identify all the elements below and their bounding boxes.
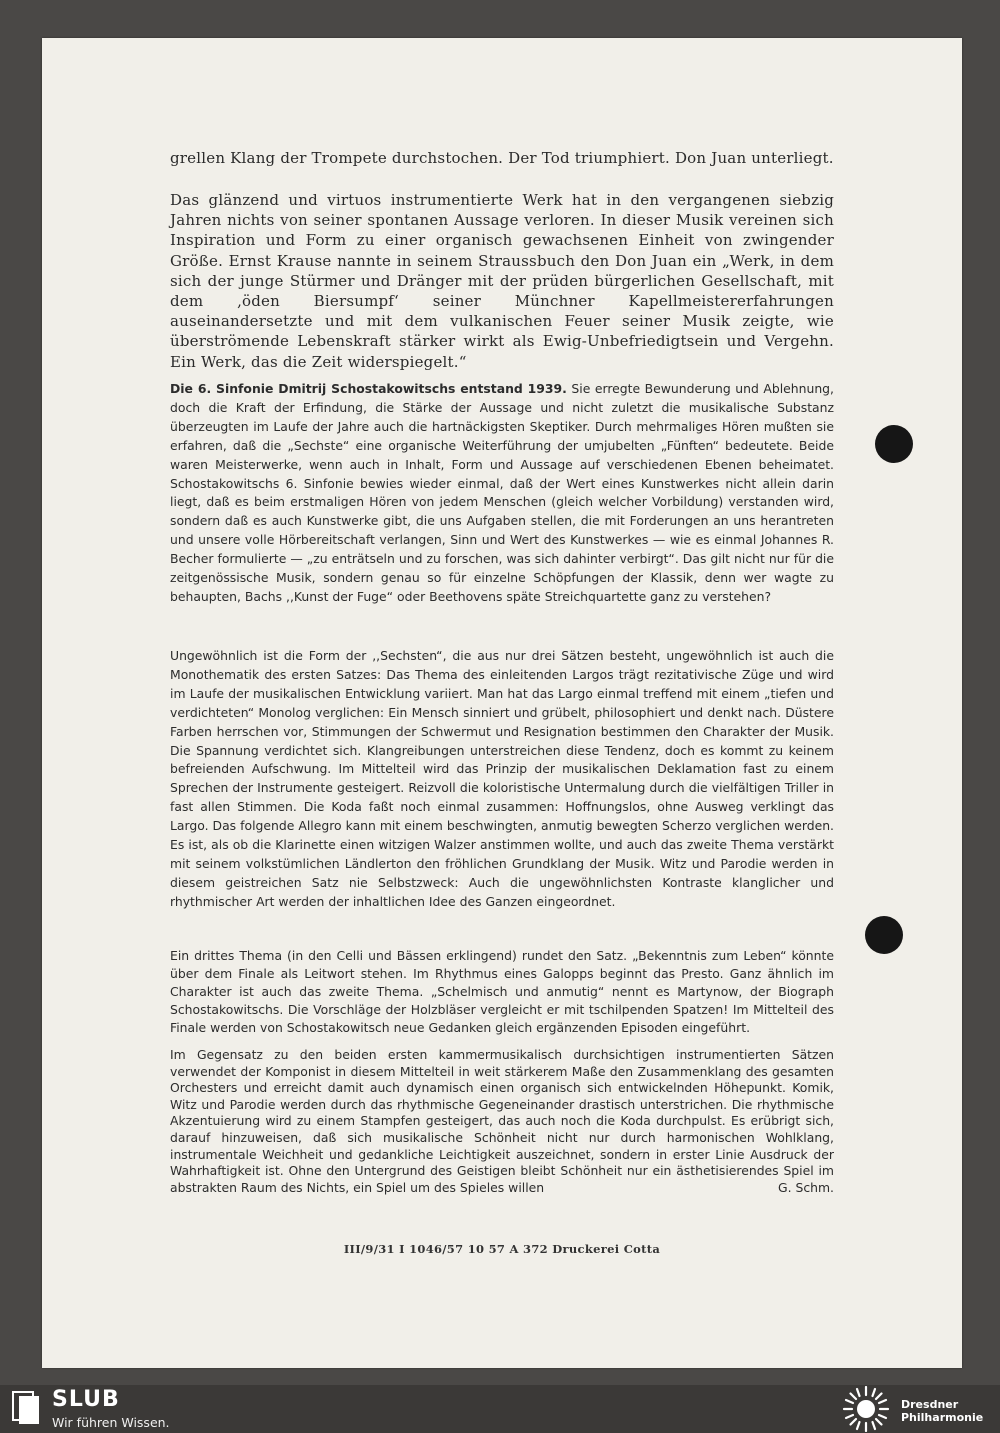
punch-hole <box>875 425 913 463</box>
serif-paragraph-1: grellen Klang der Trompete durchstochen. Der Tod triumphiert. Don Juan unterliegt. <box>170 149 834 167</box>
print-imprint: III/9/31 I 1046/57 10 57 A 372 Druckerei Cotta <box>343 1242 661 1256</box>
paragraph-body: Im Gegensatz zu den beiden ersten kammermusikalisch durchsichtigen instrumentierten Sätzen verwendet der Komponist in diesem Mittelteil in weit stärkerem Maße den Zusammenklang des gesamten Orchesters und erreicht damit auch dynamisch einen organisch sich entwickelnden Höhepunkt. Komik, Witz und Parodie werden durch das rhythmische Gegeneinander drastisch unterstrichen. Die rhythmische Akzentuierung wird zu einem Stampfen gesteigert, das auch noch die Koda durchpulst. Es erübrigt sich, darauf hinzuweisen, daß sich musikalische Schönheit nicht nur durch harmonischen Wohlklang, instrumentale Weichheit und gedankliche Leichtigkeit auszeichnet, sondern in erster Linie Ausdruck der Wahrhaftigkeit ist. Ohne den Untergrund des Geistigen bleibt Schönheit nur ein ästhetisierendes Spiel im abstrakten Raum des Nichts, ein Spiel um des Spieles willen <box>170 1047 834 1195</box>
document-page <box>42 38 962 1368</box>
paragraph-body: Sie erregte Bewunderung und Ablehnung, doch die Kraft der Erfindung, die Stärke der Aussage und nicht zuletzt die musikalische Substanz überzeugten im Laufe der Jahre auch die hartnäckigsten Skeptiker. Durch mehrmaliges Hören mußten sie erfahren, daß die „Sechste“ eine organische Weiterführung der umjubelten „Fünften“ bedeutete. Beide waren Meisterwerke, wenn auch in Inhalt, Form und Aussage auf verschiedenen Ebenen beheimatet. Schostakowitschs 6. Sinfonie bewies wieder einmal, daß der Wert eines Kunstwerkes nicht allein darin liegt, daß es beim erstmaligen Hören von jedem Menschen (gleich welcher Vorbildung) verstanden wird, sondern daß es auch Kunstwerke gibt, die uns Aufgaben stellen, die mit Forderungen an uns herantreten und unsere volle Hörbereitschaft verlangen, Sinn und Wert des Kunstwerkes — wie es einmal Johannes R. Becher formulierte — „zu enträtseln und zu forschen, was sich dahinter verbirgt“. Das gilt nicht nur für die zeitgenössische Musik, sondern genau so für einzelne Schöpfungen der Klassik, denn wer wagte zu behaupten, Bachs ,,Kunst der Fuge“ oder Beethovens späte Streichquartette ganz zu verstehen? <box>170 381 834 604</box>
slub-slogan: Wir führen Wissen. <box>52 1415 170 1430</box>
paragraph-lead: Die 6. Sinfonie Dmitrij Schostakowitschs entstand 1939. <box>170 381 567 396</box>
partner-name-line2: Philharmonie <box>901 1411 984 1424</box>
partner-name[interactable] <box>901 1398 983 1424</box>
sans-paragraph-4 <box>170 1047 834 1196</box>
dresdner-philharmonie-logo-icon[interactable] <box>842 1386 890 1432</box>
partner-name-line1: Dresdner <box>901 1398 959 1411</box>
slub-name[interactable]: SLUB <box>52 1387 120 1412</box>
footer-bar <box>0 1385 1000 1433</box>
author-signature: G. Schm. <box>777 1179 834 1195</box>
slub-logo-icon[interactable] <box>12 1391 40 1425</box>
sans-paragraph-2: Ungewöhnlich ist die Form der ,,Sechsten“, die aus nur drei Sätzen besteht, ungewöhnlich ist auch die Monothematik des ersten Satzes: Das Thema des einleitenden Largos trägt rezitativische Züge und wird im Laufe der musikalischen Entwicklung variiert. Man hat das Largo einmal treffend mit einem „tiefen und verdichteten“ Monolog verglichen: Ein Mensch sinniert und grübelt, philosophiert und denkt nach. Düstere Farben herrschen vor, Stimmungen der Schwermut und Resignation bestimmen den Charakter der Musik. Die Spannung verdichtet sich. Klangreibungen unterstreichen diese Tendenz, doch es kommt zu keinem befreienden Aufschwung. Im Mittelteil wird das Prinzip der musikalischen Deklamation fast zu einem Sprechen der Instrumente gesteigert. Reizvoll die koloristische Untermalung durch die vielfältigen Triller in fast allen Stimmen. Die Koda faßt noch einmal zusammen: Hoffnungslos, ohne Ausweg verklingt das Largo. Das folgende Allegro kann mit einem beschwingten, anmutig bewegten Scherzo verglichen werden. Es ist, als ob die Klarinette einen witzigen Walzer anstimmen wollte, und auch das zweite Thema verstärkt mit seinem volkstümlichen Ländlerton den fröhlichen Grundklang der Musik. Witz und Parodie werden in diesem geistreichen Satz nie Selbstzweck: Auch die ungewöhnlichsten Kontraste klanglicher und rhythmischer Art werden der inhaltlichen Idee des Ganzen eingeordnet. <box>170 648 834 909</box>
serif-paragraph-2: Das glänzend und virtuos instrumentierte Werk hat in den vergangenen siebzig Jahren nichts von seiner spontanen Aussage verloren. In dieser Musik vereinen sich Inspiration und Form zu einer organisch gewachsenen Einheit von zwingender Größe. Ernst Krause nannte in seinem Straussbuch den Don Juan ein „Werk, in dem sich der junge Stürmer und Dränger mit der prüden bürgerlichen Gesellschaft, mit dem ‚öden Biersumpf‘ seiner Münchner Kapellmeistererfahrungen auseinandersetzte und mit dem vulkanischen Feuer seiner Musik zeigte, wie überströmende Lebenskraft stärker wirkt als Ewig-Unbefriedigtsein und Vergehn. Ein Werk, das die Zeit widerspiegelt.“ <box>170 191 834 371</box>
sans-paragraph-1 <box>170 380 834 607</box>
sans-paragraph-3: Ein drittes Thema (in den Celli und Bässen erklingend) rundet den Satz. „Bekenntnis zum Leben“ könnte über dem Finale als Leitwort stehen. Im Rhythmus eines Galopps beginnt das Presto. Ganz ähnlich im Charakter ist auch das zweite Thema. „Schelmisch und anmutig“ nennt es Martynow, der Biograph Schostakowitschs. Die Vorschläge der Holzbläser vergleicht er mit tschilpenden Spatzen! Im Mittelteil des Finale werden von Schostakowitsch neue Gedanken gleich ergänzenden Episoden eingeführt. <box>170 948 834 1035</box>
punch-hole <box>865 916 903 954</box>
